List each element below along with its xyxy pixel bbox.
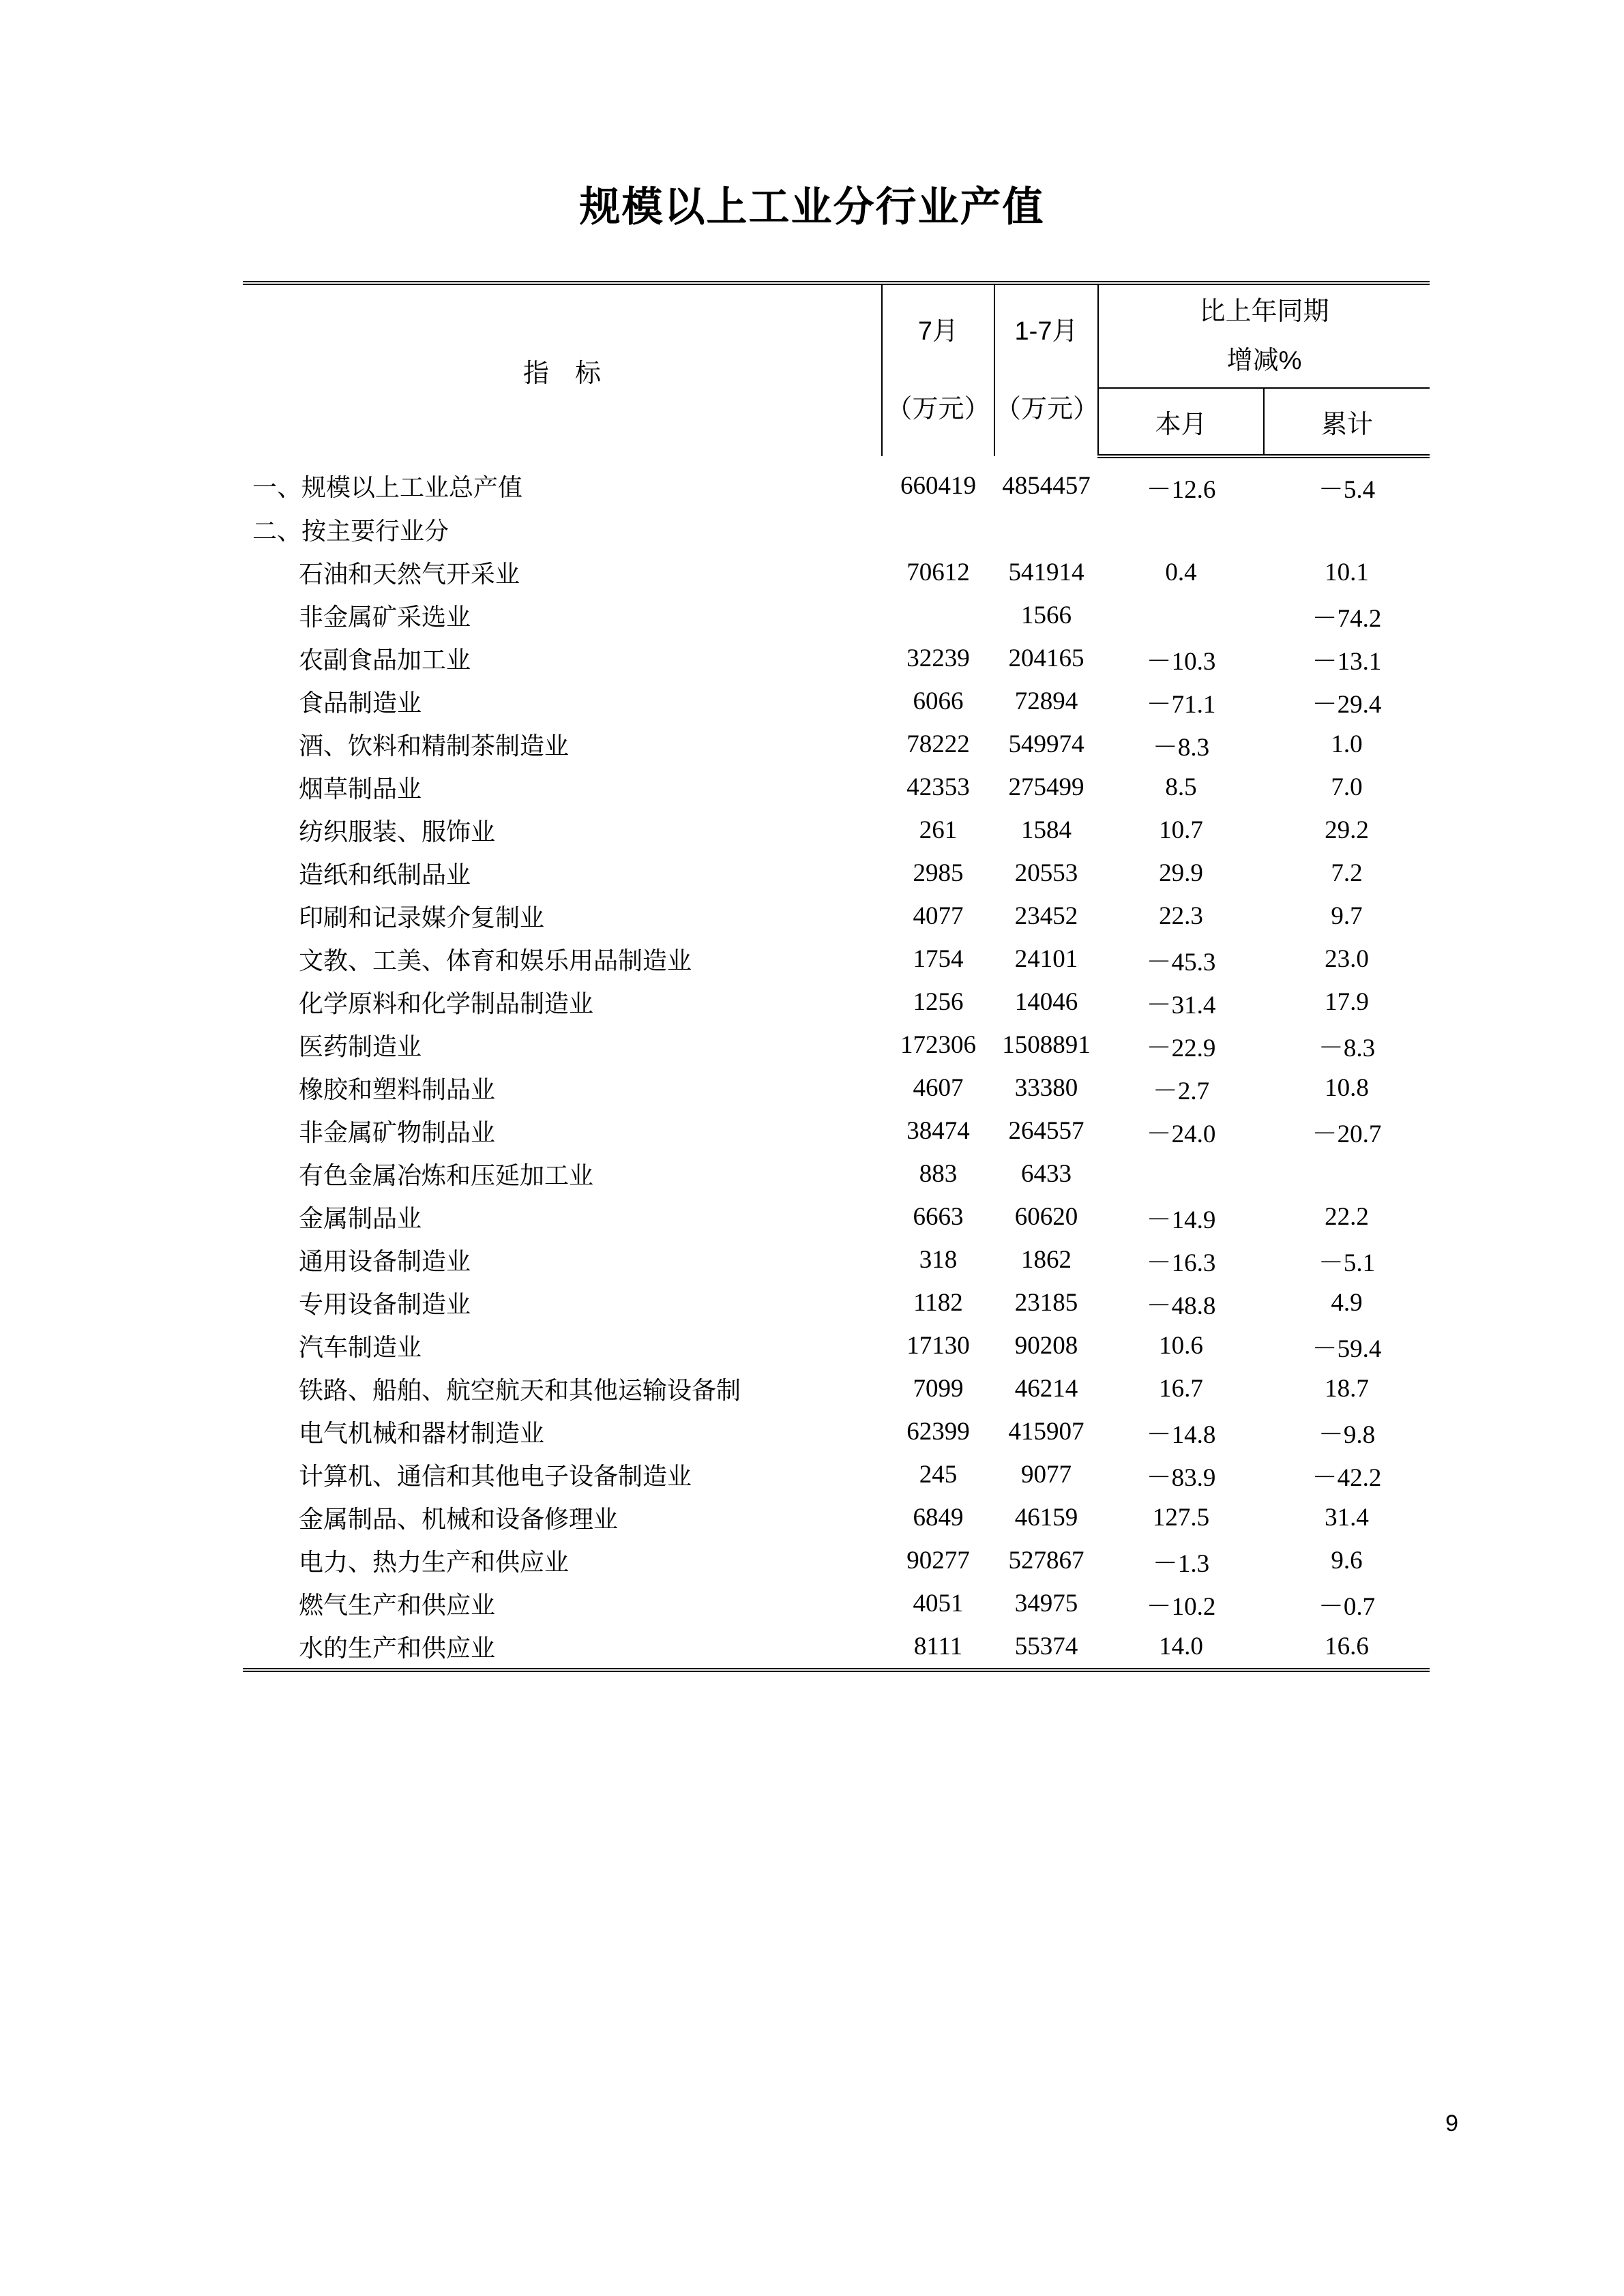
cell-month: 6663: [913, 1203, 964, 1231]
cell-cumulative: 1566: [1021, 601, 1072, 629]
row-label: [243, 1238, 882, 1281]
cell-month: 6849: [913, 1504, 964, 1532]
cell-month: 90277: [906, 1547, 970, 1575]
cell-yoy-month: －31.4: [1146, 991, 1216, 1019]
table-row: [243, 1067, 1430, 1109]
table-row: [243, 1324, 1430, 1367]
cell-yoy-cumulative: －13.1: [1312, 647, 1382, 676]
cell-yoy-cumulative: －0.7: [1318, 1592, 1376, 1621]
row-label: [243, 981, 882, 1024]
row-label-text: 计算机、通信和其他电子设备制造业: [299, 1462, 692, 1490]
cell-cumulative: 72894: [1014, 687, 1078, 715]
cell-yoy-month: 29.9: [1159, 859, 1203, 887]
row-label-text: 金属制品业: [299, 1204, 422, 1232]
cell-yoy-month: 22.3: [1159, 902, 1203, 930]
cell-month: 172306: [900, 1031, 976, 1059]
cell-cumulative: 204165: [1008, 644, 1084, 672]
page-number: 9: [1445, 2111, 1458, 2136]
table-body: [243, 456, 1430, 1668]
table-row: [243, 680, 1430, 723]
table-row: [243, 1238, 1430, 1281]
row-label-text: 化学原料和化学制品制造业: [299, 989, 594, 1017]
cell-yoy-cumulative: [1264, 1152, 1430, 1195]
cell-yoy-month: 8.5: [1165, 773, 1197, 801]
cell-yoy-cumulative: －5.1: [1318, 1249, 1376, 1277]
header-row-main: [243, 283, 1430, 388]
row-label-text: 电力、热力生产和供应业: [299, 1548, 570, 1576]
table-header: [243, 283, 1430, 456]
cell-cumulative: 23452: [1014, 902, 1078, 930]
cell-cumulative: 46214: [1014, 1375, 1078, 1403]
row-label: [243, 1281, 882, 1324]
row-label: [243, 508, 882, 551]
table-row: [243, 1109, 1430, 1152]
cell-month: 4051: [913, 1590, 964, 1617]
cell-yoy-month: －24.0: [1146, 1120, 1216, 1148]
row-label: [243, 1625, 882, 1668]
cell-yoy-month: －71.1: [1146, 690, 1216, 719]
cell-month: [882, 594, 994, 637]
row-label-text: 水的生产和供应业: [299, 1634, 496, 1662]
cell-cumulative: 14046: [1014, 988, 1078, 1016]
cell-cumulative: 549974: [1008, 730, 1084, 758]
row-label: [243, 938, 882, 981]
cell-cumulative: 34975: [1014, 1590, 1078, 1617]
cell-month: 4607: [913, 1074, 964, 1102]
cell-yoy-month: －1.3: [1152, 1549, 1210, 1578]
row-label-text: 汽车制造业: [299, 1333, 422, 1361]
cell-yoy-month: [1098, 508, 1264, 551]
row-label: [243, 895, 882, 938]
cell-month: 318: [919, 1246, 958, 1274]
cell-yoy-cumulative: －74.2: [1312, 604, 1382, 633]
cell-yoy-cumulative: －5.4: [1318, 475, 1376, 504]
row-label-text: 铁路、船舶、航空航天和其他运输设备制: [299, 1376, 741, 1404]
cell-month: 7099: [913, 1375, 964, 1403]
row-label-text: 燃气生产和供应业: [299, 1591, 496, 1619]
cell-month: 660419: [900, 471, 976, 500]
cell-yoy-month: 10.6: [1159, 1332, 1203, 1360]
cell-yoy-cumulative: 29.2: [1325, 816, 1369, 844]
row-label: [243, 723, 882, 766]
table-row: [243, 981, 1430, 1024]
row-label: [243, 680, 882, 723]
row-label: [243, 637, 882, 680]
cell-yoy-month: 0.4: [1165, 558, 1197, 586]
cell-month: 70612: [906, 558, 970, 586]
table-row: [243, 637, 1430, 680]
table-row: [243, 895, 1430, 938]
row-label-text: 印刷和记录媒介复制业: [299, 904, 545, 931]
cell-yoy-month: －2.7: [1152, 1077, 1210, 1105]
row-label: [243, 1539, 882, 1582]
cell-yoy-month: －16.3: [1146, 1249, 1216, 1277]
row-label: [243, 594, 882, 637]
table-row: [243, 1453, 1430, 1496]
cell-yoy-cumulative: －20.7: [1312, 1120, 1382, 1148]
table-row: [243, 1152, 1430, 1195]
row-label-text: 非金属矿采选业: [299, 603, 471, 631]
row-label-text: 农副食品加工业: [299, 646, 471, 674]
cell-yoy-month: －10.3: [1146, 647, 1216, 676]
row-label-text: 食品制造业: [299, 689, 422, 717]
cell-yoy-cumulative: 10.8: [1325, 1074, 1369, 1102]
cell-yoy-cumulative: －9.8: [1318, 1420, 1376, 1449]
row-label-text: 非金属矿物制品业: [299, 1118, 496, 1146]
cell-yoy-cumulative: 31.4: [1325, 1504, 1369, 1532]
row-label: [243, 1410, 882, 1453]
row-label-text: 通用设备制造业: [299, 1247, 471, 1275]
cell-month: 62399: [906, 1418, 970, 1446]
cell-yoy-month: 16.7: [1159, 1375, 1203, 1403]
cell-cumulative: 1862: [1021, 1246, 1072, 1274]
cell-yoy-cumulative: 9.6: [1331, 1547, 1363, 1575]
table-row: [243, 456, 1430, 508]
row-label-text: 一、规模以上工业总产值: [252, 473, 523, 501]
table-row: [243, 1410, 1430, 1453]
cell-month: 1256: [913, 988, 964, 1016]
cell-yoy-cumulative: 1.0: [1331, 730, 1363, 758]
row-label: [243, 852, 882, 895]
cell-cumulative: 90208: [1014, 1332, 1078, 1360]
row-label: [243, 1453, 882, 1496]
row-label: [243, 1067, 882, 1109]
cell-yoy-month: 127.5: [1152, 1504, 1210, 1532]
table-row: [243, 723, 1430, 766]
cell-cumulative: 264557: [1008, 1117, 1084, 1145]
column-header-month: [882, 283, 994, 456]
row-label: [243, 1195, 882, 1238]
row-label: [243, 766, 882, 809]
row-label-text: 医药制造业: [299, 1032, 422, 1060]
cell-yoy-month: －10.2: [1146, 1592, 1216, 1621]
cell-month: 2985: [913, 859, 964, 887]
table-row: [243, 1281, 1430, 1324]
row-label-text: 文教、工美、体育和娱乐用品制造业: [299, 946, 692, 974]
cell-cumulative: [994, 508, 1098, 551]
cell-yoy-cumulative: 10.1: [1325, 558, 1369, 586]
cell-yoy-month: －14.9: [1146, 1206, 1216, 1234]
cell-cumulative: 527867: [1008, 1547, 1084, 1575]
cell-month: [882, 508, 994, 551]
cell-cumulative: 60620: [1014, 1203, 1078, 1231]
row-label: [243, 551, 882, 594]
row-label: [243, 1582, 882, 1625]
row-label: [243, 1496, 882, 1539]
cell-yoy-cumulative: 9.7: [1331, 902, 1363, 930]
table-row: [243, 1539, 1430, 1582]
table-row: [243, 938, 1430, 981]
row-label-text: 二、按主要行业分: [252, 517, 449, 545]
cell-month: 1182: [913, 1289, 963, 1317]
cell-yoy-cumulative: 18.7: [1325, 1375, 1369, 1403]
cell-yoy-cumulative: －42.2: [1312, 1463, 1382, 1492]
cell-yoy-cumulative: 7.0: [1331, 773, 1363, 801]
cell-yoy-month: －22.9: [1146, 1034, 1216, 1062]
table-row: [243, 551, 1430, 594]
cell-yoy-month: 10.7: [1159, 816, 1203, 844]
table-row: [243, 1024, 1430, 1067]
table-row: [243, 1367, 1430, 1410]
cell-yoy-cumulative: 16.6: [1325, 1632, 1369, 1660]
row-label-text: 专用设备制造业: [299, 1290, 471, 1318]
cell-month: 4077: [913, 902, 964, 930]
column-header-cumulative: [994, 283, 1098, 456]
cell-cumulative: 415907: [1008, 1418, 1084, 1446]
table-row: [243, 1582, 1430, 1625]
statistics-table-container: [243, 281, 1430, 1672]
column-header-month-label: 7月: [917, 316, 959, 346]
row-label: [243, 1024, 882, 1067]
row-label-text: 橡胶和塑料制品业: [299, 1075, 496, 1103]
cell-month: 38474: [906, 1117, 970, 1145]
cell-yoy-cumulative: 22.2: [1325, 1203, 1369, 1231]
cell-month: 245: [919, 1461, 958, 1489]
cell-cumulative: 46159: [1014, 1504, 1078, 1532]
table-row: [243, 852, 1430, 895]
column-header-indicator: 指 标: [243, 283, 882, 456]
cell-yoy-month: －14.8: [1146, 1420, 1216, 1449]
column-header-month-unit: （万元）: [886, 394, 990, 423]
cell-cumulative: 1584: [1021, 816, 1072, 844]
table-row: [243, 1195, 1430, 1238]
cell-cumulative: 275499: [1008, 773, 1084, 801]
table-row: [243, 508, 1430, 551]
cell-month: 6066: [913, 687, 964, 715]
cell-yoy-month: [1098, 1152, 1264, 1195]
page-title: 规模以上工业分行业产值: [579, 184, 1045, 230]
cell-cumulative: 541914: [1008, 558, 1084, 586]
cell-yoy-month: －8.3: [1152, 733, 1210, 762]
statistics-table: [243, 281, 1430, 1668]
table-row: [243, 809, 1430, 852]
cell-month: 8111: [913, 1632, 963, 1660]
cell-month: 1754: [913, 945, 964, 973]
cell-month: 78222: [906, 730, 970, 758]
cell-yoy-month: －45.3: [1146, 948, 1216, 976]
row-label-text: 电气机械和器材制造业: [299, 1419, 545, 1447]
cell-yoy-month: －48.8: [1146, 1292, 1216, 1320]
cell-yoy-cumulative: 23.0: [1325, 945, 1369, 973]
cell-month: 32239: [906, 644, 970, 672]
cell-cumulative: 23185: [1014, 1289, 1078, 1317]
cell-cumulative: 24101: [1014, 945, 1078, 973]
cell-cumulative: 20553: [1014, 859, 1078, 887]
cell-cumulative: 55374: [1014, 1632, 1078, 1660]
cell-month: 17130: [906, 1332, 970, 1360]
column-header-yoy-cumulative: 累计: [1264, 388, 1430, 456]
yoy-group-line1: 比上年同期: [1199, 297, 1329, 326]
cell-yoy-month: [1098, 594, 1264, 637]
row-label-text: 有色金属冶炼和压延加工业: [299, 1161, 594, 1189]
cell-yoy-cumulative: 7.2: [1331, 859, 1363, 887]
table-row: [243, 594, 1430, 637]
cell-cumulative: 4854457: [1002, 471, 1091, 500]
cell-yoy-cumulative: －8.3: [1318, 1034, 1376, 1062]
cell-month: 883: [919, 1160, 958, 1188]
row-label: [243, 809, 882, 852]
row-label: [243, 1109, 882, 1152]
row-label-text: 酒、饮料和精制茶制造业: [299, 732, 570, 760]
table-bottom-rule: [243, 1668, 1430, 1672]
row-label-text: 金属制品、机械和设备修理业: [299, 1505, 619, 1533]
row-label: [243, 456, 882, 508]
cell-yoy-cumulative: 17.9: [1325, 988, 1369, 1016]
column-header-yoy-month: 本月: [1098, 388, 1264, 456]
column-header-cumulative-label: 1-7月: [1014, 316, 1078, 346]
cell-yoy-month: －12.6: [1146, 475, 1216, 504]
cell-month: 42353: [906, 773, 970, 801]
cell-cumulative: 9077: [1021, 1461, 1072, 1489]
row-label: [243, 1152, 882, 1195]
cell-yoy-cumulative: －59.4: [1312, 1335, 1382, 1363]
column-header-yoy-group: [1098, 283, 1430, 388]
row-label-text: 石油和天然气开采业: [299, 560, 520, 588]
cell-cumulative: 33380: [1014, 1074, 1078, 1102]
cell-yoy-cumulative: 4.9: [1331, 1289, 1363, 1317]
row-label: [243, 1367, 882, 1410]
cell-yoy-month: －83.9: [1146, 1463, 1216, 1492]
column-header-cumulative-unit: （万元）: [995, 394, 1099, 423]
row-label-text: 造纸和纸制品业: [299, 861, 471, 889]
cell-yoy-cumulative: －29.4: [1312, 690, 1382, 719]
table-row: [243, 1496, 1430, 1539]
table-row: [243, 766, 1430, 809]
cell-yoy-month: 14.0: [1159, 1632, 1203, 1660]
cell-month: 261: [919, 816, 958, 844]
row-label-text: 烟草制品业: [299, 775, 422, 803]
row-label-text: 纺织服装、服饰业: [299, 818, 496, 846]
yoy-group-line2: 增减%: [1226, 346, 1302, 375]
cell-cumulative: 1508891: [1002, 1031, 1091, 1059]
cell-cumulative: 6433: [1021, 1160, 1072, 1188]
table-row: [243, 1625, 1430, 1668]
row-label: [243, 1324, 882, 1367]
cell-yoy-cumulative: [1264, 508, 1430, 551]
